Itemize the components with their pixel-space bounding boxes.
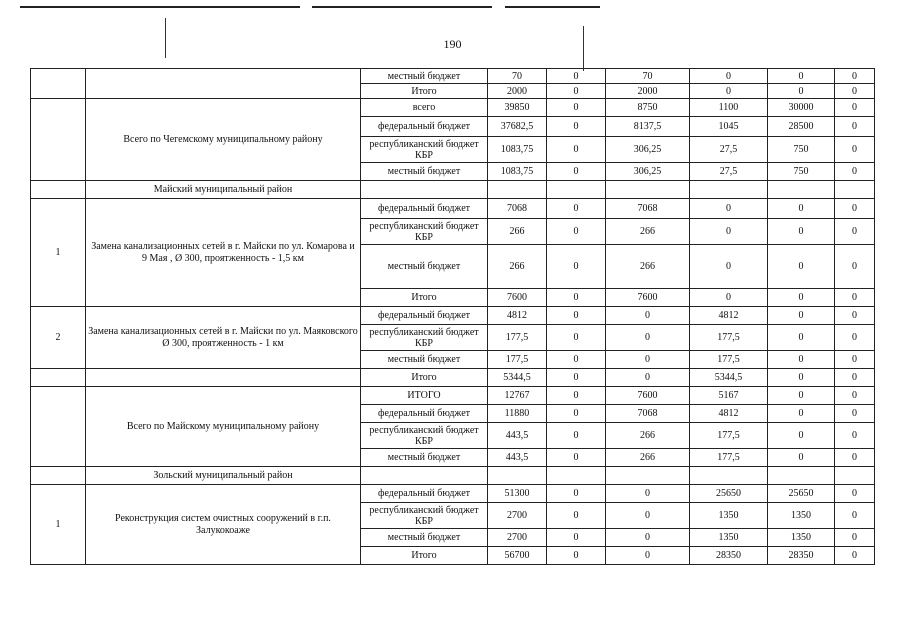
value-cell: 0 (547, 503, 606, 529)
funding-source-cell: Итого (361, 369, 488, 387)
empty-cell (488, 181, 547, 199)
funding-source-cell: республиканский бюджет КБР (361, 137, 488, 163)
funding-source-cell: местный бюджет (361, 245, 488, 289)
value-cell: 0 (606, 369, 690, 387)
item-name-cell: Замена канализационных сетей в г. Майски по ул. Комарова и 9 Мая , Ø 300, проятженность - 1,5 км (86, 199, 361, 307)
value-cell: 0 (690, 84, 768, 99)
row-number-cell (31, 387, 86, 467)
value-cell: 0 (768, 449, 835, 467)
value-cell: 0 (835, 117, 875, 137)
value-cell: 266 (606, 219, 690, 245)
value-cell: 177,5 (690, 325, 768, 351)
value-cell: 4812 (690, 307, 768, 325)
scan-edge-line (312, 6, 492, 8)
value-cell: 70 (606, 69, 690, 84)
value-cell: 0 (835, 485, 875, 503)
empty-cell (768, 467, 835, 485)
row-number-cell: 1 (31, 199, 86, 307)
value-cell: 25650 (768, 485, 835, 503)
budget-table (30, 68, 875, 565)
value-cell: 5344,5 (690, 369, 768, 387)
value-cell: 0 (835, 163, 875, 181)
value-cell: 0 (835, 369, 875, 387)
funding-source-cell: федеральный бюджет (361, 485, 488, 503)
value-cell: 0 (768, 423, 835, 449)
empty-cell (606, 467, 690, 485)
funding-source-cell: Итого (361, 547, 488, 565)
funding-source-cell: республиканский бюджет КБР (361, 219, 488, 245)
value-cell: 0 (835, 529, 875, 547)
value-cell: 0 (606, 307, 690, 325)
value-cell: 1350 (690, 503, 768, 529)
value-cell: 443,5 (488, 449, 547, 467)
value-cell: 0 (606, 529, 690, 547)
value-cell: 0 (768, 387, 835, 405)
value-cell: 750 (768, 137, 835, 163)
value-cell: 7600 (606, 387, 690, 405)
value-cell: 0 (835, 69, 875, 84)
value-cell: 0 (547, 69, 606, 84)
value-cell: 0 (547, 405, 606, 423)
item-name-cell: Замена канализационных сетей в г. Майски по ул. Маяковского Ø 300, проятженность - 1 км (86, 307, 361, 369)
table-row (31, 467, 875, 485)
value-cell: 51300 (488, 485, 547, 503)
funding-source-cell: местный бюджет (361, 529, 488, 547)
funding-source-cell: республиканский бюджет КБР (361, 503, 488, 529)
value-cell: 177,5 (690, 449, 768, 467)
scan-mark (583, 26, 584, 71)
value-cell: 4812 (690, 405, 768, 423)
value-cell: 0 (835, 99, 875, 117)
value-cell: 0 (547, 449, 606, 467)
value-cell: 0 (835, 423, 875, 449)
empty-cell (361, 181, 488, 199)
value-cell: 0 (835, 289, 875, 307)
value-cell: 177,5 (690, 423, 768, 449)
item-name-cell (86, 369, 361, 387)
value-cell: 2700 (488, 529, 547, 547)
value-cell: 7068 (606, 405, 690, 423)
value-cell: 0 (690, 219, 768, 245)
table-row (31, 181, 875, 199)
value-cell: 0 (547, 369, 606, 387)
value-cell: 7068 (606, 199, 690, 219)
value-cell: 0 (690, 289, 768, 307)
item-name-cell (86, 69, 361, 99)
value-cell: 37682,5 (488, 117, 547, 137)
empty-cell (690, 181, 768, 199)
empty-cell (488, 467, 547, 485)
value-cell: 266 (606, 423, 690, 449)
table-row (31, 387, 875, 405)
funding-source-cell: федеральный бюджет (361, 199, 488, 219)
value-cell: 0 (768, 307, 835, 325)
value-cell: 0 (547, 163, 606, 181)
value-cell: 0 (606, 503, 690, 529)
scan-edge-line (505, 6, 600, 8)
row-number-cell (31, 181, 86, 199)
value-cell: 0 (606, 351, 690, 369)
value-cell: 28500 (768, 117, 835, 137)
value-cell: 0 (768, 325, 835, 351)
value-cell: 0 (547, 351, 606, 369)
empty-cell (690, 467, 768, 485)
value-cell: 0 (547, 485, 606, 503)
value-cell: 11880 (488, 405, 547, 423)
value-cell: 0 (547, 423, 606, 449)
value-cell: 1350 (768, 529, 835, 547)
value-cell: 0 (547, 84, 606, 99)
scan-mark (165, 18, 166, 58)
funding-source-cell: федеральный бюджет (361, 307, 488, 325)
value-cell: 0 (547, 219, 606, 245)
value-cell: 0 (768, 69, 835, 84)
value-cell: 0 (835, 84, 875, 99)
value-cell: 0 (690, 199, 768, 219)
funding-source-cell: федеральный бюджет (361, 117, 488, 137)
value-cell: 0 (768, 84, 835, 99)
value-cell: 12767 (488, 387, 547, 405)
empty-cell (768, 181, 835, 199)
value-cell: 306,25 (606, 137, 690, 163)
value-cell: 0 (768, 405, 835, 423)
value-cell: 0 (835, 325, 875, 351)
value-cell: 0 (547, 245, 606, 289)
funding-source-cell: Итого (361, 289, 488, 307)
value-cell: 0 (547, 325, 606, 351)
table-row (31, 199, 875, 219)
empty-cell (547, 181, 606, 199)
funding-source-cell: местный бюджет (361, 351, 488, 369)
value-cell: 39850 (488, 99, 547, 117)
value-cell: 1350 (768, 503, 835, 529)
empty-cell (547, 467, 606, 485)
funding-source-cell: республиканский бюджет КБР (361, 423, 488, 449)
row-number-cell: 1 (31, 485, 86, 565)
value-cell: 0 (835, 503, 875, 529)
value-cell: 1083,75 (488, 137, 547, 163)
value-cell: 0 (606, 485, 690, 503)
value-cell: 0 (835, 245, 875, 289)
value-cell: 70 (488, 69, 547, 84)
value-cell: 266 (606, 245, 690, 289)
value-cell: 7600 (606, 289, 690, 307)
item-name-cell: Всего по Майскому муниципальному району (86, 387, 361, 467)
funding-source-cell: Итого (361, 84, 488, 99)
funding-source-cell: местный бюджет (361, 163, 488, 181)
value-cell: 27,5 (690, 163, 768, 181)
value-cell: 25650 (690, 485, 768, 503)
empty-cell (835, 181, 875, 199)
value-cell: 0 (768, 199, 835, 219)
row-number-cell: 2 (31, 307, 86, 369)
value-cell: 1045 (690, 117, 768, 137)
empty-cell (606, 181, 690, 199)
value-cell: 0 (835, 307, 875, 325)
value-cell: 266 (606, 449, 690, 467)
value-cell: 27,5 (690, 137, 768, 163)
table-row (31, 69, 875, 84)
value-cell: 0 (768, 369, 835, 387)
table-row (31, 369, 875, 387)
item-name-cell: Всего по Чегемскому муниципальному району (86, 99, 361, 181)
value-cell: 0 (547, 529, 606, 547)
value-cell: 0 (768, 351, 835, 369)
row-number-cell (31, 369, 86, 387)
value-cell: 0 (835, 351, 875, 369)
table-row (31, 307, 875, 325)
value-cell: 0 (768, 219, 835, 245)
value-cell: 2000 (488, 84, 547, 99)
value-cell: 0 (835, 219, 875, 245)
value-cell: 0 (547, 289, 606, 307)
value-cell: 0 (547, 547, 606, 565)
value-cell: 177,5 (488, 325, 547, 351)
value-cell: 4812 (488, 307, 547, 325)
value-cell: 266 (488, 219, 547, 245)
value-cell: 1083,75 (488, 163, 547, 181)
value-cell: 177,5 (488, 351, 547, 369)
value-cell: 0 (547, 387, 606, 405)
value-cell: 2000 (606, 84, 690, 99)
value-cell: 0 (768, 245, 835, 289)
value-cell: 5167 (690, 387, 768, 405)
table-row (31, 99, 875, 117)
value-cell: 0 (835, 387, 875, 405)
value-cell: 0 (606, 547, 690, 565)
value-cell: 0 (690, 69, 768, 84)
value-cell: 0 (768, 289, 835, 307)
section-header: Майский муниципальный район (86, 181, 361, 199)
value-cell: 8750 (606, 99, 690, 117)
funding-source-cell: ИТОГО (361, 387, 488, 405)
empty-cell (361, 467, 488, 485)
value-cell: 177,5 (690, 351, 768, 369)
value-cell: 0 (690, 245, 768, 289)
funding-source-cell: всего (361, 99, 488, 117)
value-cell: 0 (835, 547, 875, 565)
value-cell: 1350 (690, 529, 768, 547)
funding-source-cell: республиканский бюджет КБР (361, 325, 488, 351)
table-row (31, 485, 875, 503)
value-cell: 28350 (768, 547, 835, 565)
value-cell: 0 (835, 405, 875, 423)
value-cell: 306,25 (606, 163, 690, 181)
value-cell: 0 (547, 199, 606, 219)
value-cell: 5344,5 (488, 369, 547, 387)
value-cell: 28350 (690, 547, 768, 565)
value-cell: 0 (835, 199, 875, 219)
funding-source-cell: федеральный бюджет (361, 405, 488, 423)
value-cell: 266 (488, 245, 547, 289)
value-cell: 8137,5 (606, 117, 690, 137)
scan-edge-line (20, 6, 300, 8)
value-cell: 750 (768, 163, 835, 181)
value-cell: 0 (547, 99, 606, 117)
row-number-cell (31, 69, 86, 99)
value-cell: 2700 (488, 503, 547, 529)
value-cell: 7600 (488, 289, 547, 307)
item-name-cell: Реконструкция систем очистных сооружений в г.п. Залукокоаже (86, 485, 361, 565)
value-cell: 30000 (768, 99, 835, 117)
value-cell: 0 (547, 307, 606, 325)
row-number-cell (31, 467, 86, 485)
value-cell: 56700 (488, 547, 547, 565)
page-number: 190 (443, 37, 462, 51)
funding-source-cell: местный бюджет (361, 69, 488, 84)
funding-source-cell: местный бюджет (361, 449, 488, 467)
section-header: Зольский муниципальный район (86, 467, 361, 485)
value-cell: 0 (606, 325, 690, 351)
row-number-cell (31, 99, 86, 181)
value-cell: 0 (547, 137, 606, 163)
value-cell: 0 (835, 137, 875, 163)
empty-cell (835, 467, 875, 485)
value-cell: 0 (835, 449, 875, 467)
value-cell: 0 (547, 117, 606, 137)
value-cell: 7068 (488, 199, 547, 219)
value-cell: 443,5 (488, 423, 547, 449)
value-cell: 1100 (690, 99, 768, 117)
